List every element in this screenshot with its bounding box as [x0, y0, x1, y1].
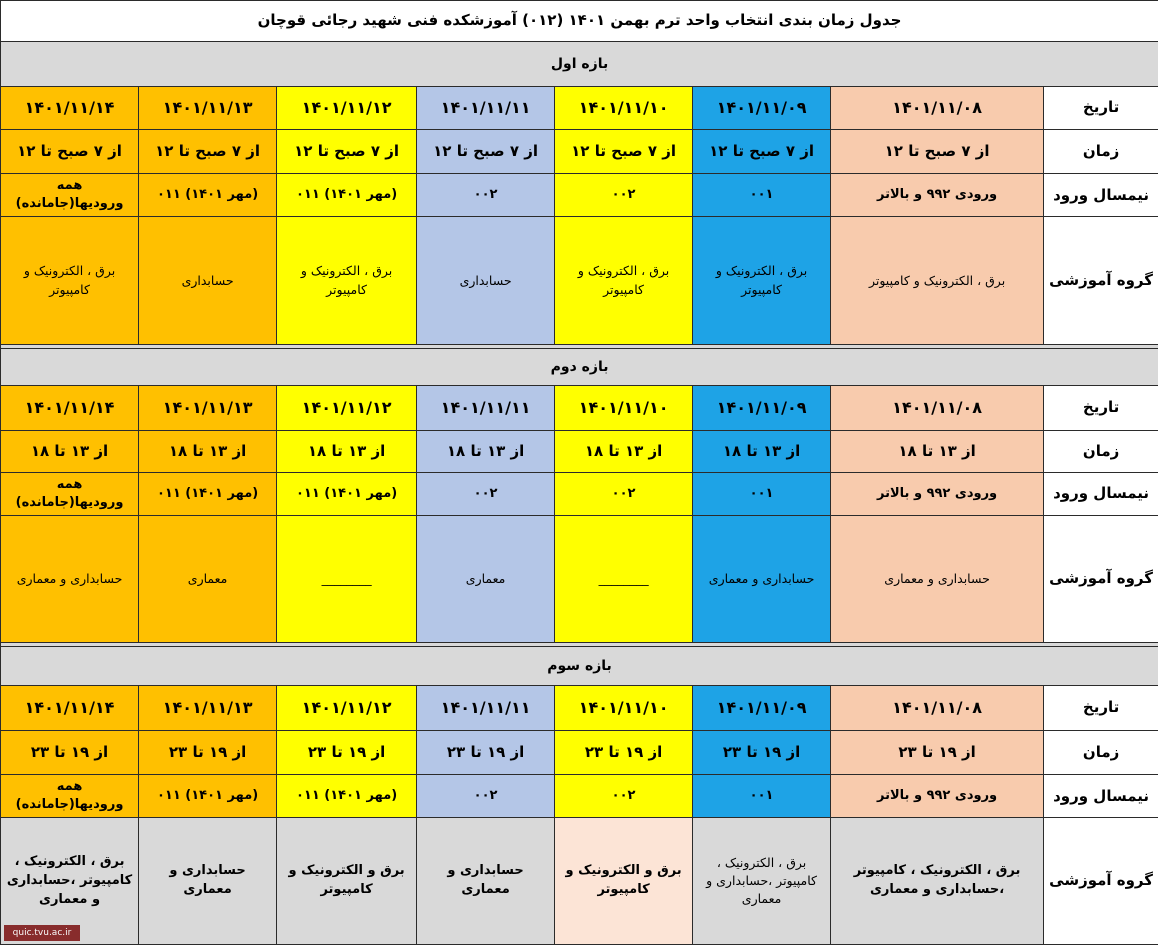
time-cell: از ۱۹ تا ۲۳: [139, 730, 277, 775]
time-cell: از ۷ صبح تا ۱۲: [139, 129, 277, 174]
row-label-time: زمان: [1044, 730, 1158, 775]
group-cell: حسابداری و معماری: [1, 516, 139, 643]
group-cell: حسابداری و معماری: [693, 516, 831, 643]
time-cell: از ۱۹ تا ۲۳: [555, 730, 693, 775]
page-title: جدول زمان بندی انتخاب واحد ترم بهمن ۱۴۰۱ (۰۱۲) آموزشکده فنی شهید رجائی قوچان: [1, 1, 1158, 42]
time-cell: از ۱۹ تا ۲۳: [417, 730, 555, 775]
time-row: [1, 430, 1158, 473]
section-header-row: [1, 646, 1158, 685]
group-cell: برق ، الکترونیک و کامپیوتر: [277, 217, 417, 345]
date-row: [1, 685, 1158, 730]
group-cell: برق ، الکترونیک و کامپیوتر: [693, 217, 831, 345]
group-cell: برق ، الکترونیک ، کامپیوتر ،حسابداری و معماری: [1, 818, 139, 945]
date-cell: ۱۴۰۱/۱۱/۱۴: [1, 385, 139, 430]
date-cell: ۱۴۰۱/۱۱/۱۱: [417, 685, 555, 730]
semester-cell: ۰۰۲: [555, 174, 693, 217]
date-cell: ۱۴۰۱/۱۱/۰۸: [831, 86, 1044, 129]
group-row: [1, 818, 1158, 945]
semester-cell: (مهر ۱۴۰۱) ۰۱۱: [139, 473, 277, 516]
semester-cell: ورودی ۹۹۲ و بالاتر: [831, 174, 1044, 217]
group-cell: برق ، الکترونیک ، کامپیوتر ،حسابداری و معماری: [693, 818, 831, 945]
date-cell: ۱۴۰۱/۱۱/۱۴: [1, 86, 139, 129]
row-label-group: گروه آموزشی: [1044, 217, 1158, 345]
section-title-1: بازه اول: [1, 41, 1158, 86]
group-cell: معماری: [139, 516, 277, 643]
time-cell: از ۱۳ تا ۱۸: [277, 430, 417, 473]
semester-cell: ۰۰۲: [417, 775, 555, 818]
section-header-row: [1, 41, 1158, 86]
row-label-semester: نیمسال ورود: [1044, 174, 1158, 217]
semester-cell: (مهر ۱۴۰۱) ۰۱۱: [277, 775, 417, 818]
date-cell: ۱۴۰۱/۱۱/۱۲: [277, 685, 417, 730]
time-cell: از ۷ صبح تا ۱۲: [555, 129, 693, 174]
date-cell: ۱۴۰۱/۱۱/۰۸: [831, 385, 1044, 430]
date-row: [1, 86, 1158, 129]
section-header-row: [1, 348, 1158, 385]
date-cell: ۱۴۰۱/۱۱/۱۲: [277, 86, 417, 129]
group-cell: برق و الکترونیک و کامپیوتر: [555, 818, 693, 945]
group-cell: ________: [277, 516, 417, 643]
time-cell: از ۱۹ تا ۲۳: [1, 730, 139, 775]
time-cell: از ۱۹ تا ۲۳: [693, 730, 831, 775]
semester-cell: ورودی ۹۹۲ و بالاتر: [831, 473, 1044, 516]
date-cell: ۱۴۰۱/۱۱/۱۳: [139, 385, 277, 430]
semester-cell: همه ورودیها(جامانده): [1, 174, 139, 217]
semester-cell: (مهر ۱۴۰۱) ۰۱۱: [277, 473, 417, 516]
date-cell: ۱۴۰۱/۱۱/۱۱: [417, 86, 555, 129]
time-cell: از ۱۳ تا ۱۸: [417, 430, 555, 473]
date-cell: ۱۴۰۱/۱۱/۰۹: [693, 685, 831, 730]
date-cell: ۱۴۰۱/۱۱/۰۹: [693, 86, 831, 129]
semester-cell: ۰۰۲: [555, 473, 693, 516]
row-label-time: زمان: [1044, 129, 1158, 174]
group-cell: برق ، الکترونیک و کامپیوتر: [1, 217, 139, 345]
semester-row: [1, 775, 1158, 818]
date-cell: ۱۴۰۱/۱۱/۱۳: [139, 86, 277, 129]
time-cell: از ۷ صبح تا ۱۲: [1, 129, 139, 174]
group-cell: برق ، الکترونیک ، کامپیوتر ،حسابداری و معماری: [831, 818, 1044, 945]
semester-row: [1, 174, 1158, 217]
date-cell: ۱۴۰۱/۱۱/۰۸: [831, 685, 1044, 730]
semester-cell: ورودی ۹۹۲ و بالاتر: [831, 775, 1044, 818]
semester-cell: ۰۰۱: [693, 174, 831, 217]
row-label-semester: نیمسال ورود: [1044, 473, 1158, 516]
date-cell: ۱۴۰۱/۱۱/۱۰: [555, 685, 693, 730]
row-label-group: گروه آموزشی: [1044, 516, 1158, 643]
row-label-date: تاریخ: [1044, 86, 1158, 129]
time-row: [1, 730, 1158, 775]
date-cell: ۱۴۰۱/۱۱/۱۰: [555, 86, 693, 129]
semester-cell: (مهر ۱۴۰۱) ۰۱۱: [139, 174, 277, 217]
date-row: [1, 385, 1158, 430]
date-cell: ۱۴۰۱/۱۱/۱۱: [417, 385, 555, 430]
date-cell: ۱۴۰۱/۱۱/۰۹: [693, 385, 831, 430]
time-cell: از ۱۳ تا ۱۸: [555, 430, 693, 473]
time-cell: از ۷ صبح تا ۱۲: [417, 129, 555, 174]
title-row: [1, 1, 1158, 42]
time-row: [1, 129, 1158, 174]
group-cell: حسابداری و معماری: [417, 818, 555, 945]
group-row: [1, 217, 1158, 345]
date-cell: ۱۴۰۱/۱۱/۱۴: [1, 685, 139, 730]
semester-cell: ۰۰۲: [417, 174, 555, 217]
group-cell: حسابداری: [139, 217, 277, 345]
semester-cell: ۰۰۲: [417, 473, 555, 516]
time-cell: از ۱۳ تا ۱۸: [139, 430, 277, 473]
time-cell: از ۱۳ تا ۱۸: [1, 430, 139, 473]
group-cell: معماری: [417, 516, 555, 643]
semester-cell: ۰۰۱: [693, 775, 831, 818]
group-cell: ________: [555, 516, 693, 643]
group-cell: برق و الکترونیک و کامپیوتر: [277, 818, 417, 945]
group-cell: حسابداری و معماری: [139, 818, 277, 945]
time-cell: از ۱۳ تا ۱۸: [693, 430, 831, 473]
semester-cell: همه ورودیها(جامانده): [1, 473, 139, 516]
group-cell: حسابداری و معماری: [831, 516, 1044, 643]
date-cell: ۱۴۰۱/۱۱/۱۲: [277, 385, 417, 430]
section-title-3: بازه سوم: [1, 646, 1158, 685]
date-cell: ۱۴۰۱/۱۱/۱۰: [555, 385, 693, 430]
semester-cell: (مهر ۱۴۰۱) ۰۱۱: [277, 174, 417, 217]
site-watermark: quic.tvu.ac.ir: [4, 925, 80, 941]
row-label-semester: نیمسال ورود: [1044, 775, 1158, 818]
semester-row: [1, 473, 1158, 516]
group-row: [1, 516, 1158, 643]
semester-cell: ۰۰۱: [693, 473, 831, 516]
semester-cell: همه ورودیها(جامانده): [1, 775, 139, 818]
time-cell: از ۱۹ تا ۲۳: [831, 730, 1044, 775]
time-cell: از ۷ صبح تا ۱۲: [831, 129, 1044, 174]
semester-cell: (مهر ۱۴۰۱) ۰۱۱: [139, 775, 277, 818]
row-label-date: تاریخ: [1044, 685, 1158, 730]
row-label-time: زمان: [1044, 430, 1158, 473]
group-cell: حسابداری: [417, 217, 555, 345]
time-cell: از ۱۳ تا ۱۸: [831, 430, 1044, 473]
time-cell: از ۷ صبح تا ۱۲: [277, 129, 417, 174]
time-cell: از ۷ صبح تا ۱۲: [693, 129, 831, 174]
semester-cell: ۰۰۲: [555, 775, 693, 818]
date-cell: ۱۴۰۱/۱۱/۱۳: [139, 685, 277, 730]
section-title-2: بازه دوم: [1, 348, 1158, 385]
row-label-date: تاریخ: [1044, 385, 1158, 430]
time-cell: از ۱۹ تا ۲۳: [277, 730, 417, 775]
group-cell: برق ، الکترونیک و کامپیوتر: [555, 217, 693, 345]
row-label-group: گروه آموزشی: [1044, 818, 1158, 945]
group-cell: برق ، الکترونیک و کامپیوتر: [831, 217, 1044, 345]
